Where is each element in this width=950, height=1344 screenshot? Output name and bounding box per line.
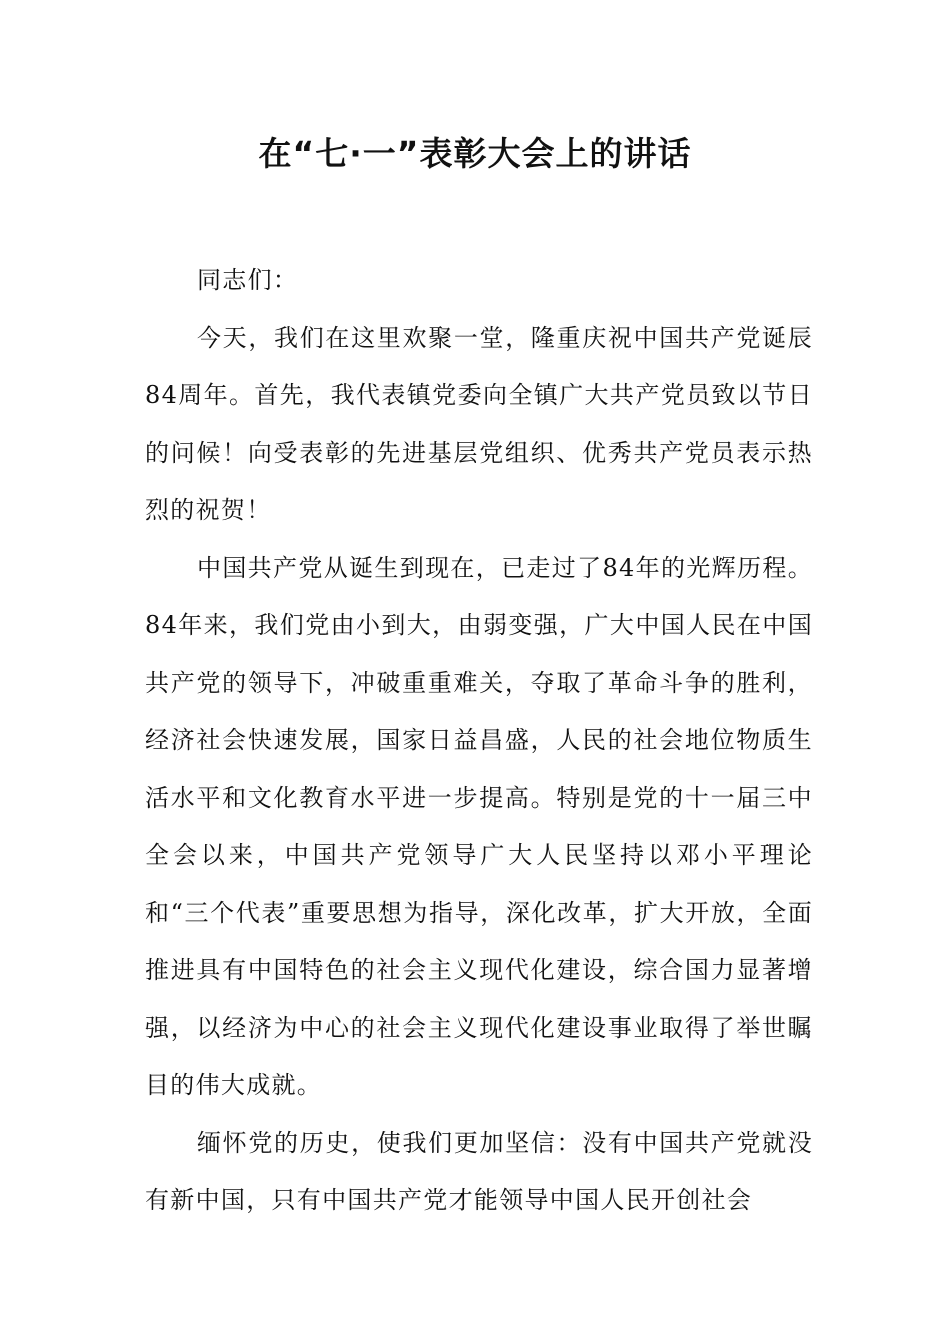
document-title: 在“七·一”表彰大会上的讲话 <box>258 134 692 173</box>
document-body <box>145 252 813 1230</box>
body-paragraph: 缅怀党的历史，使我们更加坚信：没有中国共产党就没有新中国，只有中国共产党才能领导中国人民开创社会 <box>145 1128 813 1214</box>
body-paragraph: 今天，我们在这里欢聚一堂，隆重庆祝中国共产党诞辰84周年。首先，我代表镇党委向全镇广大共产党员致以节日的问候！向受表彰的先进基层党组织、优秀共产党员表示热烈的祝贺！ <box>145 323 813 524</box>
body-paragraph: 中国共产党从诞生到现在，已走过了84年的光辉历程。84年来，我们党由小到大，由弱变强，广大中国人民在中国共产党的领导下，冲破重重难关，夺取了革命斗争的胜利，经济社会快速发展，国家日益昌盛，人民的社会地位物质生活水平和文化教育水平进一步提高。特别是党的十一届三中全会以来，中国共产党领导广大人民坚持以邓小平理论和“三个代表”重要思想为指导，深化改革，扩大开放，全面推进具有中国特色的社会主义现代化建设，综合国力显著增强，以经济为中心的社会主义现代化建设事业取得了举世瞩目的伟大成就。 <box>145 553 813 1099</box>
salutation-paragraph: 同志们： <box>197 266 299 294</box>
